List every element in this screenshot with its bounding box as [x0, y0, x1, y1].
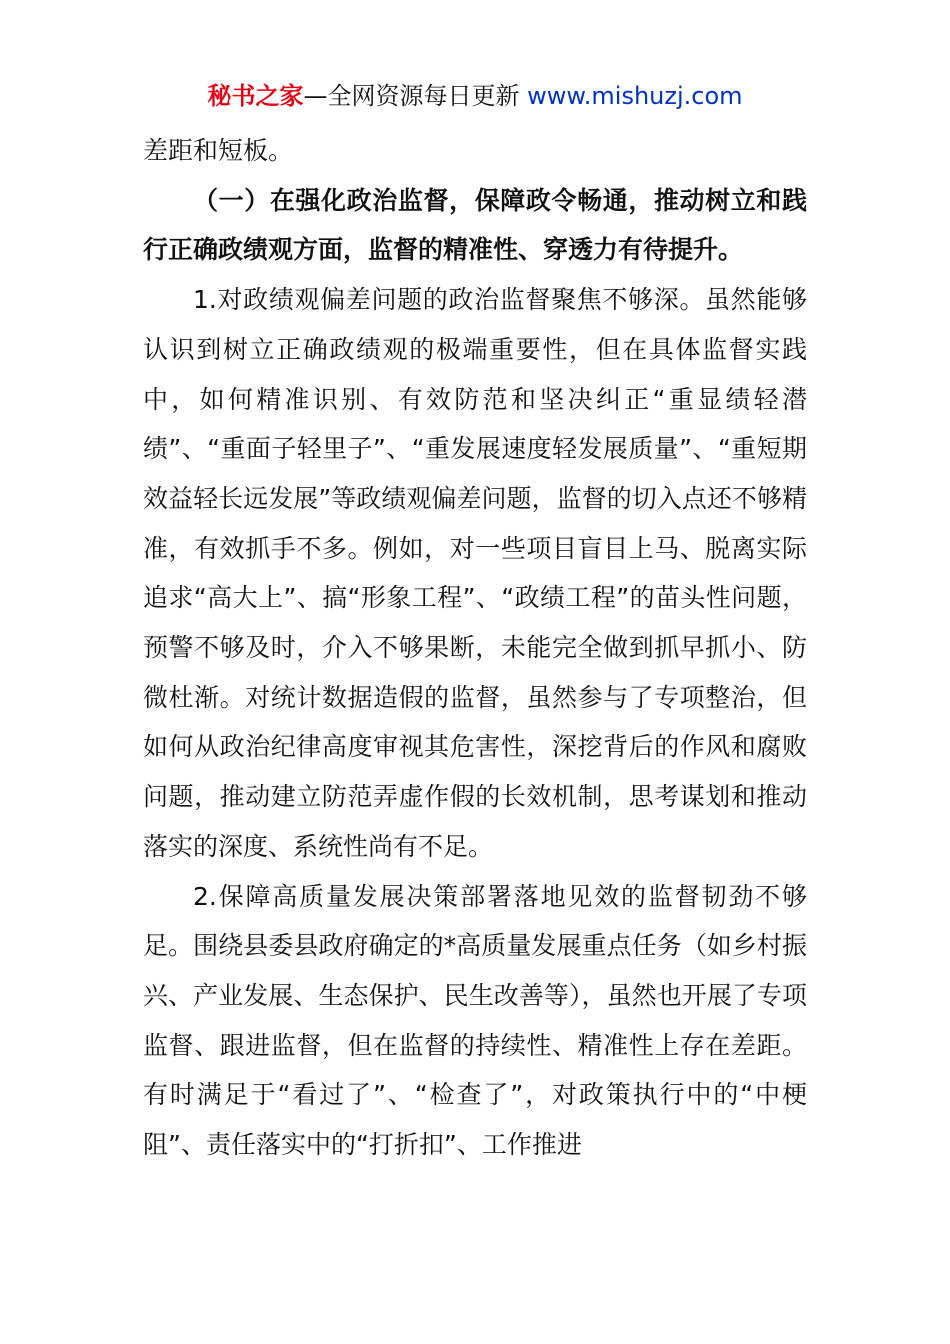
- paragraph-2: 2.保障高质量发展决策部署落地见效的监督韧劲不够足。围绕县委县政府确定的*高质量发展重点任务（如乡村振兴、产业发展、生态保护、民生改善等），虽然也开展了专项监督、跟进监督，但在监督的持续性、精准性上存在差距。有时满足于“看过了”、“检查了”，对政策执行中的“中梗阻”、责任落实中的“打折扣”、工作推进: [143, 881, 807, 1160]
- header-tagline: —全网资源每日更新: [303, 82, 528, 110]
- brand-name: 秘书之家: [207, 82, 304, 110]
- continuation-text: 差距和短板。: [143, 136, 294, 165]
- section-heading: （一）在强化政治监督，保障政令畅通，推动树立和践行正确政绩观方面，监督的精准性、穿透力有待提升。: [143, 185, 807, 265]
- paragraph-1: 1.对政绩观偏差问题的政治监督聚焦不够深。虽然能够认识到树立正确政绩观的极端重要性，但在具体监督实践中，如何精准识别、有效防范和坚决纠正“重显绩轻潜绩”、“重面子轻里子”、“重发展速度轻发展质量”、“重短期效益轻长远发展”等政绩观偏差问题，监督的切入点还不够精准，有效抓手不多。例如，对一些项目盲目上马、脱离实际追求“高大上”、搞“形象工程”、“政绩工程”的苗头性问题，预警不够及时，介入不够果断，未能完全做到抓早抓小、防微杜渐。对统计数据造假的监督，虽然参与了专项整治，但如何从政治纪律高度审视其危害性，深挖背后的作风和腐败问题，推动建立防范弄虚作假的长效机制，思考谋划和推动落实的深度、系统性尚有不足。: [143, 285, 807, 861]
- site-link[interactable]: www.mishuzj.com: [527, 82, 743, 110]
- document-body: [143, 126, 807, 1170]
- page-header: [0, 78, 950, 114]
